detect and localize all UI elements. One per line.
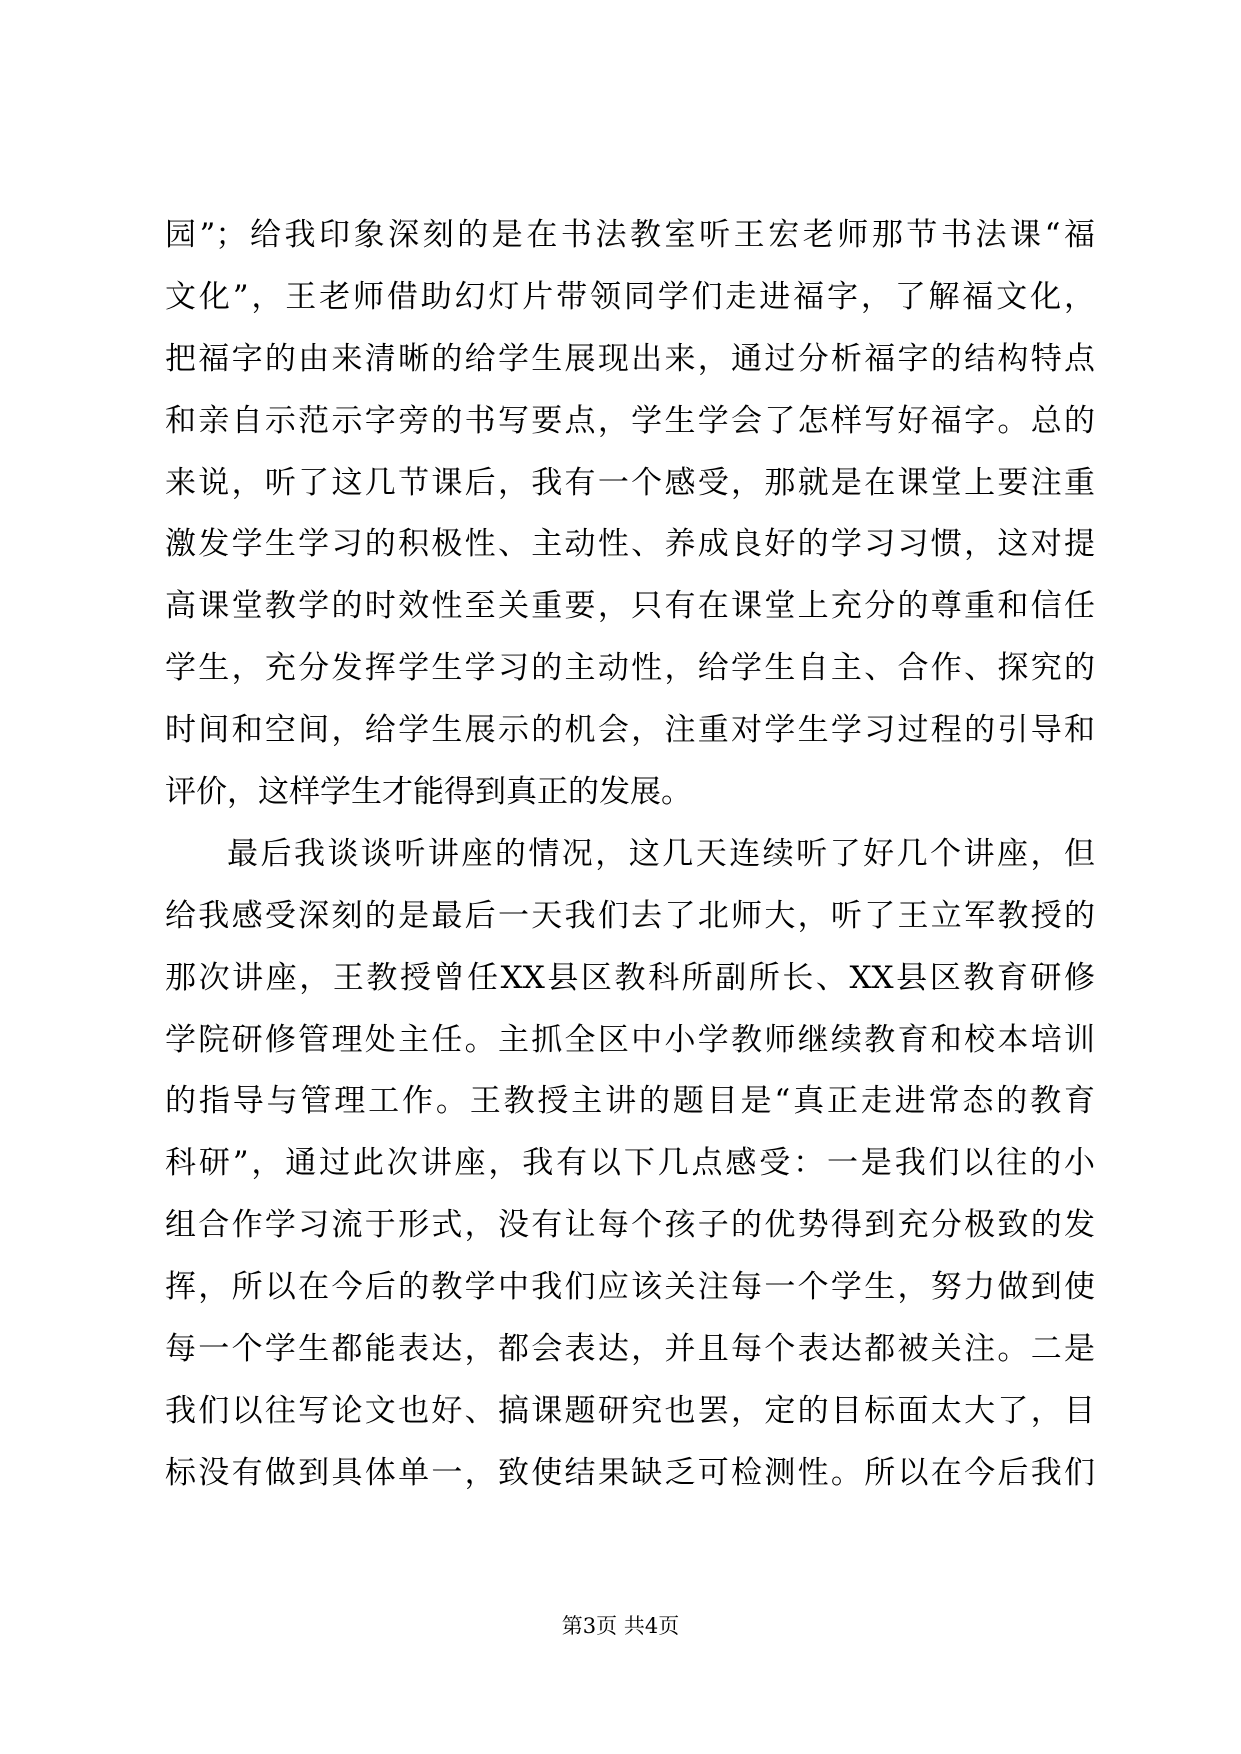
text-line: 那次讲座，王教授曾任XX县区教科所副所长、XX县区教育研修 bbox=[165, 959, 1095, 996]
text-line: 科研”，通过此次讲座，我有以下几点感受：一是我们以往的小 bbox=[165, 1145, 1095, 1182]
text-line: 高课堂教学的时效性至关重要，只有在课堂上充分的尊重和信任 bbox=[165, 588, 1095, 625]
text-line: 来说，听了这几节课后，我有一个感受，那就是在课堂上要注重 bbox=[165, 464, 1095, 501]
text-line: 组合作学习流于形式，没有让每个孩子的优势得到充分极致的发 bbox=[165, 1207, 1095, 1244]
body-text bbox=[165, 205, 1095, 1505]
text-line: 学生，充分发挥学生学习的主动性，给学生自主、合作、探究的 bbox=[165, 650, 1095, 687]
text-line: 评价，这样学生才能得到真正的发展。 bbox=[165, 774, 692, 811]
page-number-footer: 第3页 共4页 bbox=[561, 1614, 680, 1638]
text-line: 时间和空间，给学生展示的机会，注重对学生学习过程的引导和 bbox=[165, 712, 1095, 749]
text-line: 激发学生学习的积极性、主动性、养成良好的学习习惯，这对提 bbox=[165, 526, 1095, 563]
text-line: 每一个学生都能表达，都会表达，并且每个表达都被关注。二是 bbox=[165, 1331, 1095, 1368]
text-line: 我们以往写论文也好、搞课题研究也罢，定的目标面太大了，目 bbox=[165, 1392, 1095, 1429]
text-line: 学院研修管理处主任。主抓全区中小学教师继续教育和校本培训 bbox=[165, 1021, 1095, 1058]
text-line: 文化”，王老师借助幻灯片带领同学们走进福字，了解福文化， bbox=[165, 278, 1095, 315]
text-line: 园”；给我印象深刻的是在书法教室听王宏老师那节书法课“福 bbox=[165, 217, 1095, 253]
text-line: 把福字的由来清晰的给学生展现出来，通过分析福字的结构特点 bbox=[165, 340, 1095, 377]
paragraph-start-line: 最后我谈谈听讲座的情况，这几天连续听了好几个讲座，但 bbox=[227, 835, 1095, 872]
text-line: 给我感受深刻的是最后一天我们去了北师大，听了王立军教授的 bbox=[165, 897, 1095, 934]
text-line: 和亲自示范示字旁的书写要点，学生学会了怎样写好福字。总的 bbox=[165, 402, 1095, 439]
text-line: 的指导与管理工作。王教授主讲的题目是“真正走进常态的教育 bbox=[165, 1083, 1095, 1120]
text-line: 挥，所以在今后的教学中我们应该关注每一个学生，努力做到使 bbox=[165, 1269, 1095, 1306]
text-line: 标没有做到具体单一，致使结果缺乏可检测性。所以在今后我们 bbox=[165, 1454, 1095, 1491]
